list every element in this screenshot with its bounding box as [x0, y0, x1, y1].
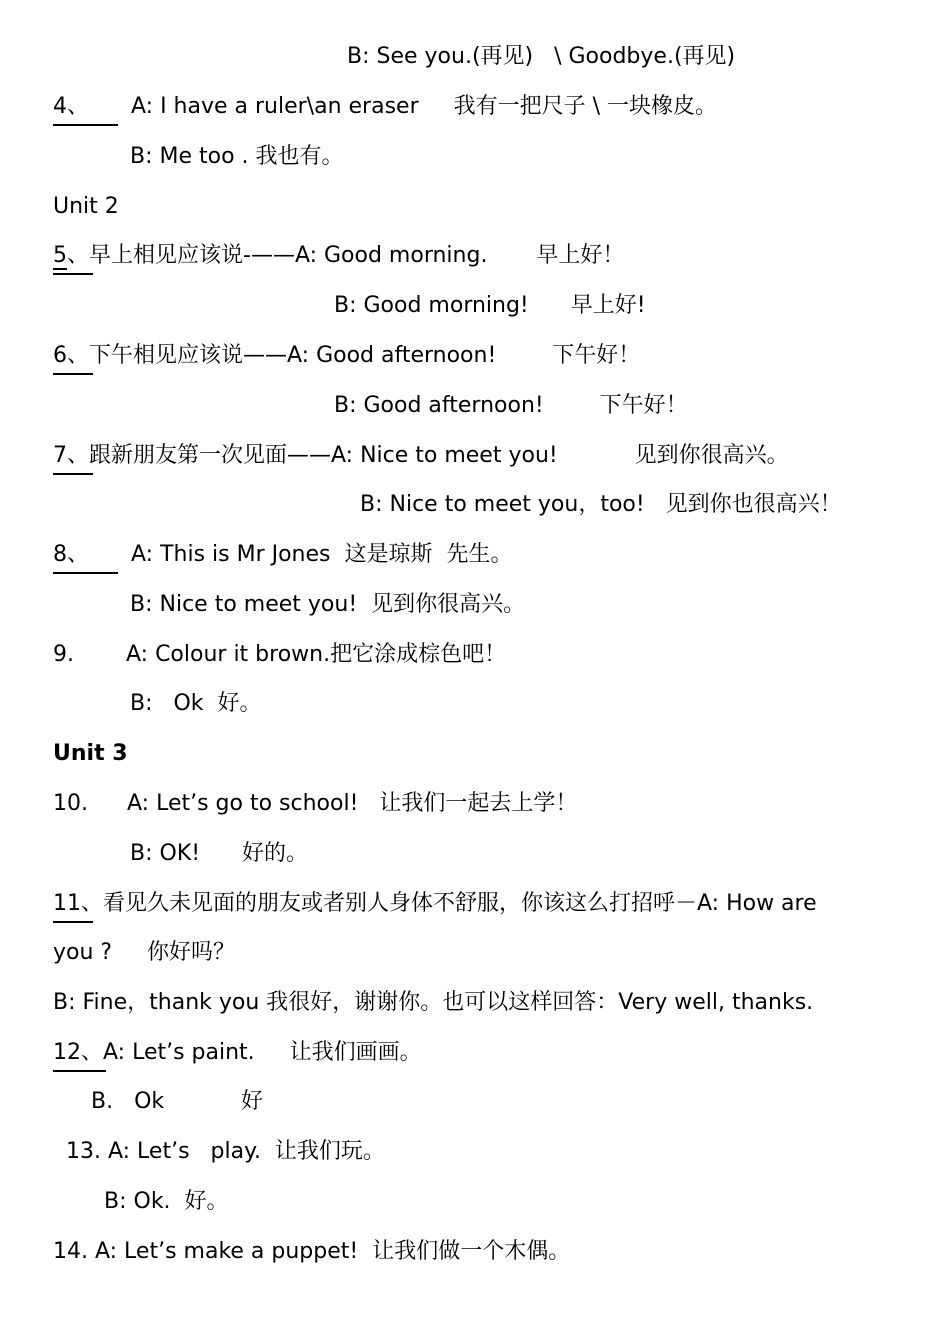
line-text: 13. A: Let’s play. 让我们玩。 — [66, 1139, 385, 1164]
line-text: B. Ok 好 — [91, 1089, 264, 1114]
item-number: 11 — [53, 891, 81, 916]
line-me-too — [130, 142, 344, 172]
line-text: A: Colour it brown.把它涂成棕色吧！ — [126, 642, 507, 667]
line-text: B: Nice to meet you，too! 见到你也很高兴！ — [360, 492, 842, 517]
answer-blank-line — [53, 473, 93, 475]
line-text: A: I have a ruler\an eraser 我有一把尺子 \ 一块橡皮。 — [131, 94, 717, 119]
line-have-ruler — [131, 92, 717, 122]
item-9-number — [53, 640, 74, 670]
line-text: A: Let’s paint. 让我们画画。 — [103, 1040, 422, 1065]
answer-blank-line — [53, 124, 118, 126]
line-text: B: Good afternoon! 下午好！ — [334, 393, 688, 418]
line-good-morning-b — [334, 291, 646, 321]
item-8-number — [53, 540, 89, 570]
item-10-number — [53, 789, 88, 819]
line-text: A: Let’s go to school! 让我们一起去上学！ — [127, 791, 578, 816]
line-ok-dot — [104, 1187, 229, 1217]
item-number: 6 — [53, 343, 67, 368]
line-go-to-school — [127, 789, 577, 819]
line-ok — [130, 689, 262, 719]
line-make-puppet — [53, 1237, 570, 1267]
line-text: B: Nice to meet you! 见到你很高兴。 — [130, 592, 526, 617]
line-text: 、早上相见应该说-——A: Good morning. 早上好！ — [67, 243, 625, 268]
line-see-you — [347, 42, 735, 72]
answer-blank-line — [53, 572, 118, 574]
heading-text: Unit 2 — [53, 194, 119, 219]
item-number: 10. — [53, 791, 88, 816]
line-how-are-you — [53, 889, 817, 919]
line-text: 、看见久未见面的朋友或者别人身体不舒服，你该这么打招呼－A: How are — [81, 891, 817, 916]
line-text: A: This is Mr Jones 这是琼斯 先生。 — [131, 542, 513, 567]
line-you — [53, 938, 235, 968]
item-number: 5 — [53, 243, 67, 268]
line-text: B: OK! 好的。 — [130, 841, 309, 866]
heading-unit-2 — [53, 192, 119, 222]
line-lets-paint — [53, 1038, 422, 1068]
line-good-afternoon-b — [334, 391, 688, 421]
line-good-afternoon-a — [53, 341, 640, 371]
answer-blank-line — [53, 373, 93, 375]
line-ok-hao — [91, 1087, 263, 1117]
line-good-morning-a — [53, 241, 624, 271]
line-text: B: Ok 好。 — [130, 691, 262, 716]
item-number: 9. — [53, 642, 74, 667]
line-text: B: See you.(再见) \ Goodbye.(再见) — [347, 44, 736, 69]
heading-text: Unit 3 — [53, 741, 128, 766]
answer-blank-line — [53, 1070, 106, 1072]
line-colour-brown — [126, 640, 506, 670]
line-text: 14. A: Let’s make a puppet! 让我们做一个木偶。 — [53, 1239, 571, 1264]
line-nice-to-meet-you — [130, 590, 525, 620]
line-nice-to-meet-a — [53, 441, 789, 471]
item-number: 7 — [53, 443, 67, 468]
line-text: B: Good morning! 早上好! — [334, 293, 646, 318]
item-number: 4、 — [53, 94, 89, 119]
line-lets-play — [66, 1137, 385, 1167]
line-text: 、下午相见应该说——A: Good afternoon! 下午好！ — [67, 343, 641, 368]
line-text: B: Ok. 好。 — [104, 1189, 229, 1214]
item-number: 12、 — [53, 1040, 103, 1065]
line-text: you ? 你好吗？ — [53, 940, 236, 965]
line-text: B: Fine，thank you 我很好，谢谢你。也可以这样回答：Very well, thanks. — [53, 990, 814, 1015]
answer-blank-line — [53, 921, 93, 923]
line-nice-to-meet-b — [360, 490, 842, 520]
heading-unit-3 — [53, 739, 128, 769]
line-ok-good — [130, 839, 308, 869]
item-number: 8、 — [53, 542, 89, 567]
line-text: B: Me too . 我也有。 — [130, 144, 344, 169]
line-mr-jones — [131, 540, 512, 570]
item-4-number — [53, 92, 89, 122]
line-fine-thank-you — [53, 988, 813, 1018]
line-text: 、跟新朋友第一次见面——A: Nice to meet you! 见到你很高兴。 — [67, 443, 789, 468]
answer-blank-line — [53, 273, 93, 275]
